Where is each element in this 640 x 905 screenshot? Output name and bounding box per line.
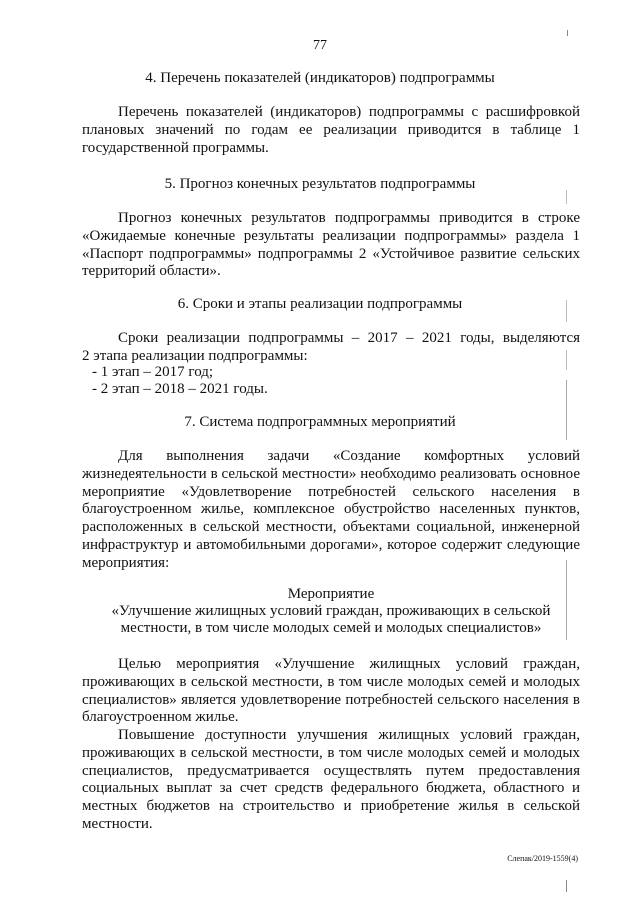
text-line: мероприятие «Удовлетворение потребностей сельского населения в	[82, 483, 580, 500]
text-line: проживающих в сельской местности, в том числе молодых семей и молодых	[82, 673, 580, 690]
text-line: Прогноз конечных результатов подпрограммы приводится в строке	[118, 210, 580, 226]
text-line: государственной программы.	[82, 139, 269, 156]
text-line: социальных выплат за счет средств федерального бюджета, областного и	[82, 780, 580, 797]
text-line: Сроки реализации подпрограммы – 2017 – 2021 годы, выделяются	[118, 330, 580, 346]
stage-1: - 1 этап – 2017 год;	[92, 364, 214, 380]
text-line: жизнедеятельности в сельской местности» необходимо реализовать основное	[82, 465, 580, 482]
goal-paragraph	[82, 656, 580, 727]
section-5-paragraph	[82, 210, 580, 281]
scan-mark	[566, 190, 567, 204]
text-line: «Паспорт подпрограммы» подпрограммы 2 «Устойчивое развитие сельских	[82, 245, 580, 262]
section-6-paragraph	[82, 330, 580, 366]
text-line: 2 этапа реализации подпрограммы:	[82, 347, 308, 364]
measure-label: Мероприятие	[287, 586, 375, 602]
text-line: территорий области».	[82, 263, 221, 280]
measure-title-line-1: «Улучшение жилищных условий граждан, проживающих в сельской	[111, 603, 551, 619]
scan-mark	[566, 880, 567, 892]
section-7-title: 7. Система подпрограммных мероприятий	[184, 414, 456, 430]
text-line: плановых значений по годам ее реализации приводится в таблице 1	[82, 121, 580, 138]
text-line: расположенных в сельской местности, объектами социальной, инженерной	[82, 519, 580, 536]
text-line: мероприятия:	[82, 554, 170, 571]
text-line: инфраструктур и автомобильными дорогами», которое содержит следующие	[82, 536, 580, 553]
text-line: Перечень показателей (индикаторов) подпрограммы с расшифровкой	[118, 104, 580, 120]
section-4-title: 4. Перечень показателей (индикаторов) подпрограммы	[145, 70, 495, 86]
text-line: специалистов, предусматривается осуществлять путем предоставления	[82, 762, 580, 779]
page-number: 77	[313, 38, 327, 53]
section-4-paragraph	[82, 104, 580, 157]
text-line: местности.	[82, 815, 153, 832]
scan-mark	[567, 30, 568, 36]
section-7-paragraph	[82, 448, 580, 573]
text-line: Целью мероприятия «Улучшение жилищных условий граждан,	[118, 656, 580, 672]
document-code: Слепак/2019-1559(4)	[507, 854, 578, 863]
scan-mark	[566, 350, 567, 370]
scan-mark	[566, 560, 567, 640]
stage-2: - 2 этап – 2018 – 2021 годы.	[92, 381, 268, 397]
text-line: благоустроенном жилье, комплексное обустройство населенных пунктов,	[82, 501, 580, 518]
section-6-title: 6. Сроки и этапы реализации подпрограммы	[177, 296, 463, 312]
section-5-title: 5. Прогноз конечных результатов подпрограммы	[164, 176, 476, 192]
measure-title-line-2: местности, в том числе молодых семей и молодых специалистов»	[120, 620, 542, 636]
scan-mark	[566, 300, 567, 322]
scan-mark	[566, 380, 567, 440]
text-line: благоустроенном жилье.	[82, 709, 239, 726]
text-line: специалистов» является удовлетворение потребностей сельского населения в	[82, 691, 580, 708]
text-line: Для выполнения задачи «Создание комфортных условий	[118, 448, 580, 464]
text-line: проживающих в сельской местности, в том числе молодых семей и молодых	[82, 744, 580, 761]
text-line: местных бюджетов на строительство и приобретение жилья в сельской	[82, 798, 580, 815]
access-paragraph	[82, 727, 580, 834]
text-line: Повышение доступности улучшения жилищных условий граждан,	[118, 727, 580, 743]
text-line: «Ожидаемые конечные результаты реализации подпрограммы» раздела 1	[82, 227, 580, 244]
